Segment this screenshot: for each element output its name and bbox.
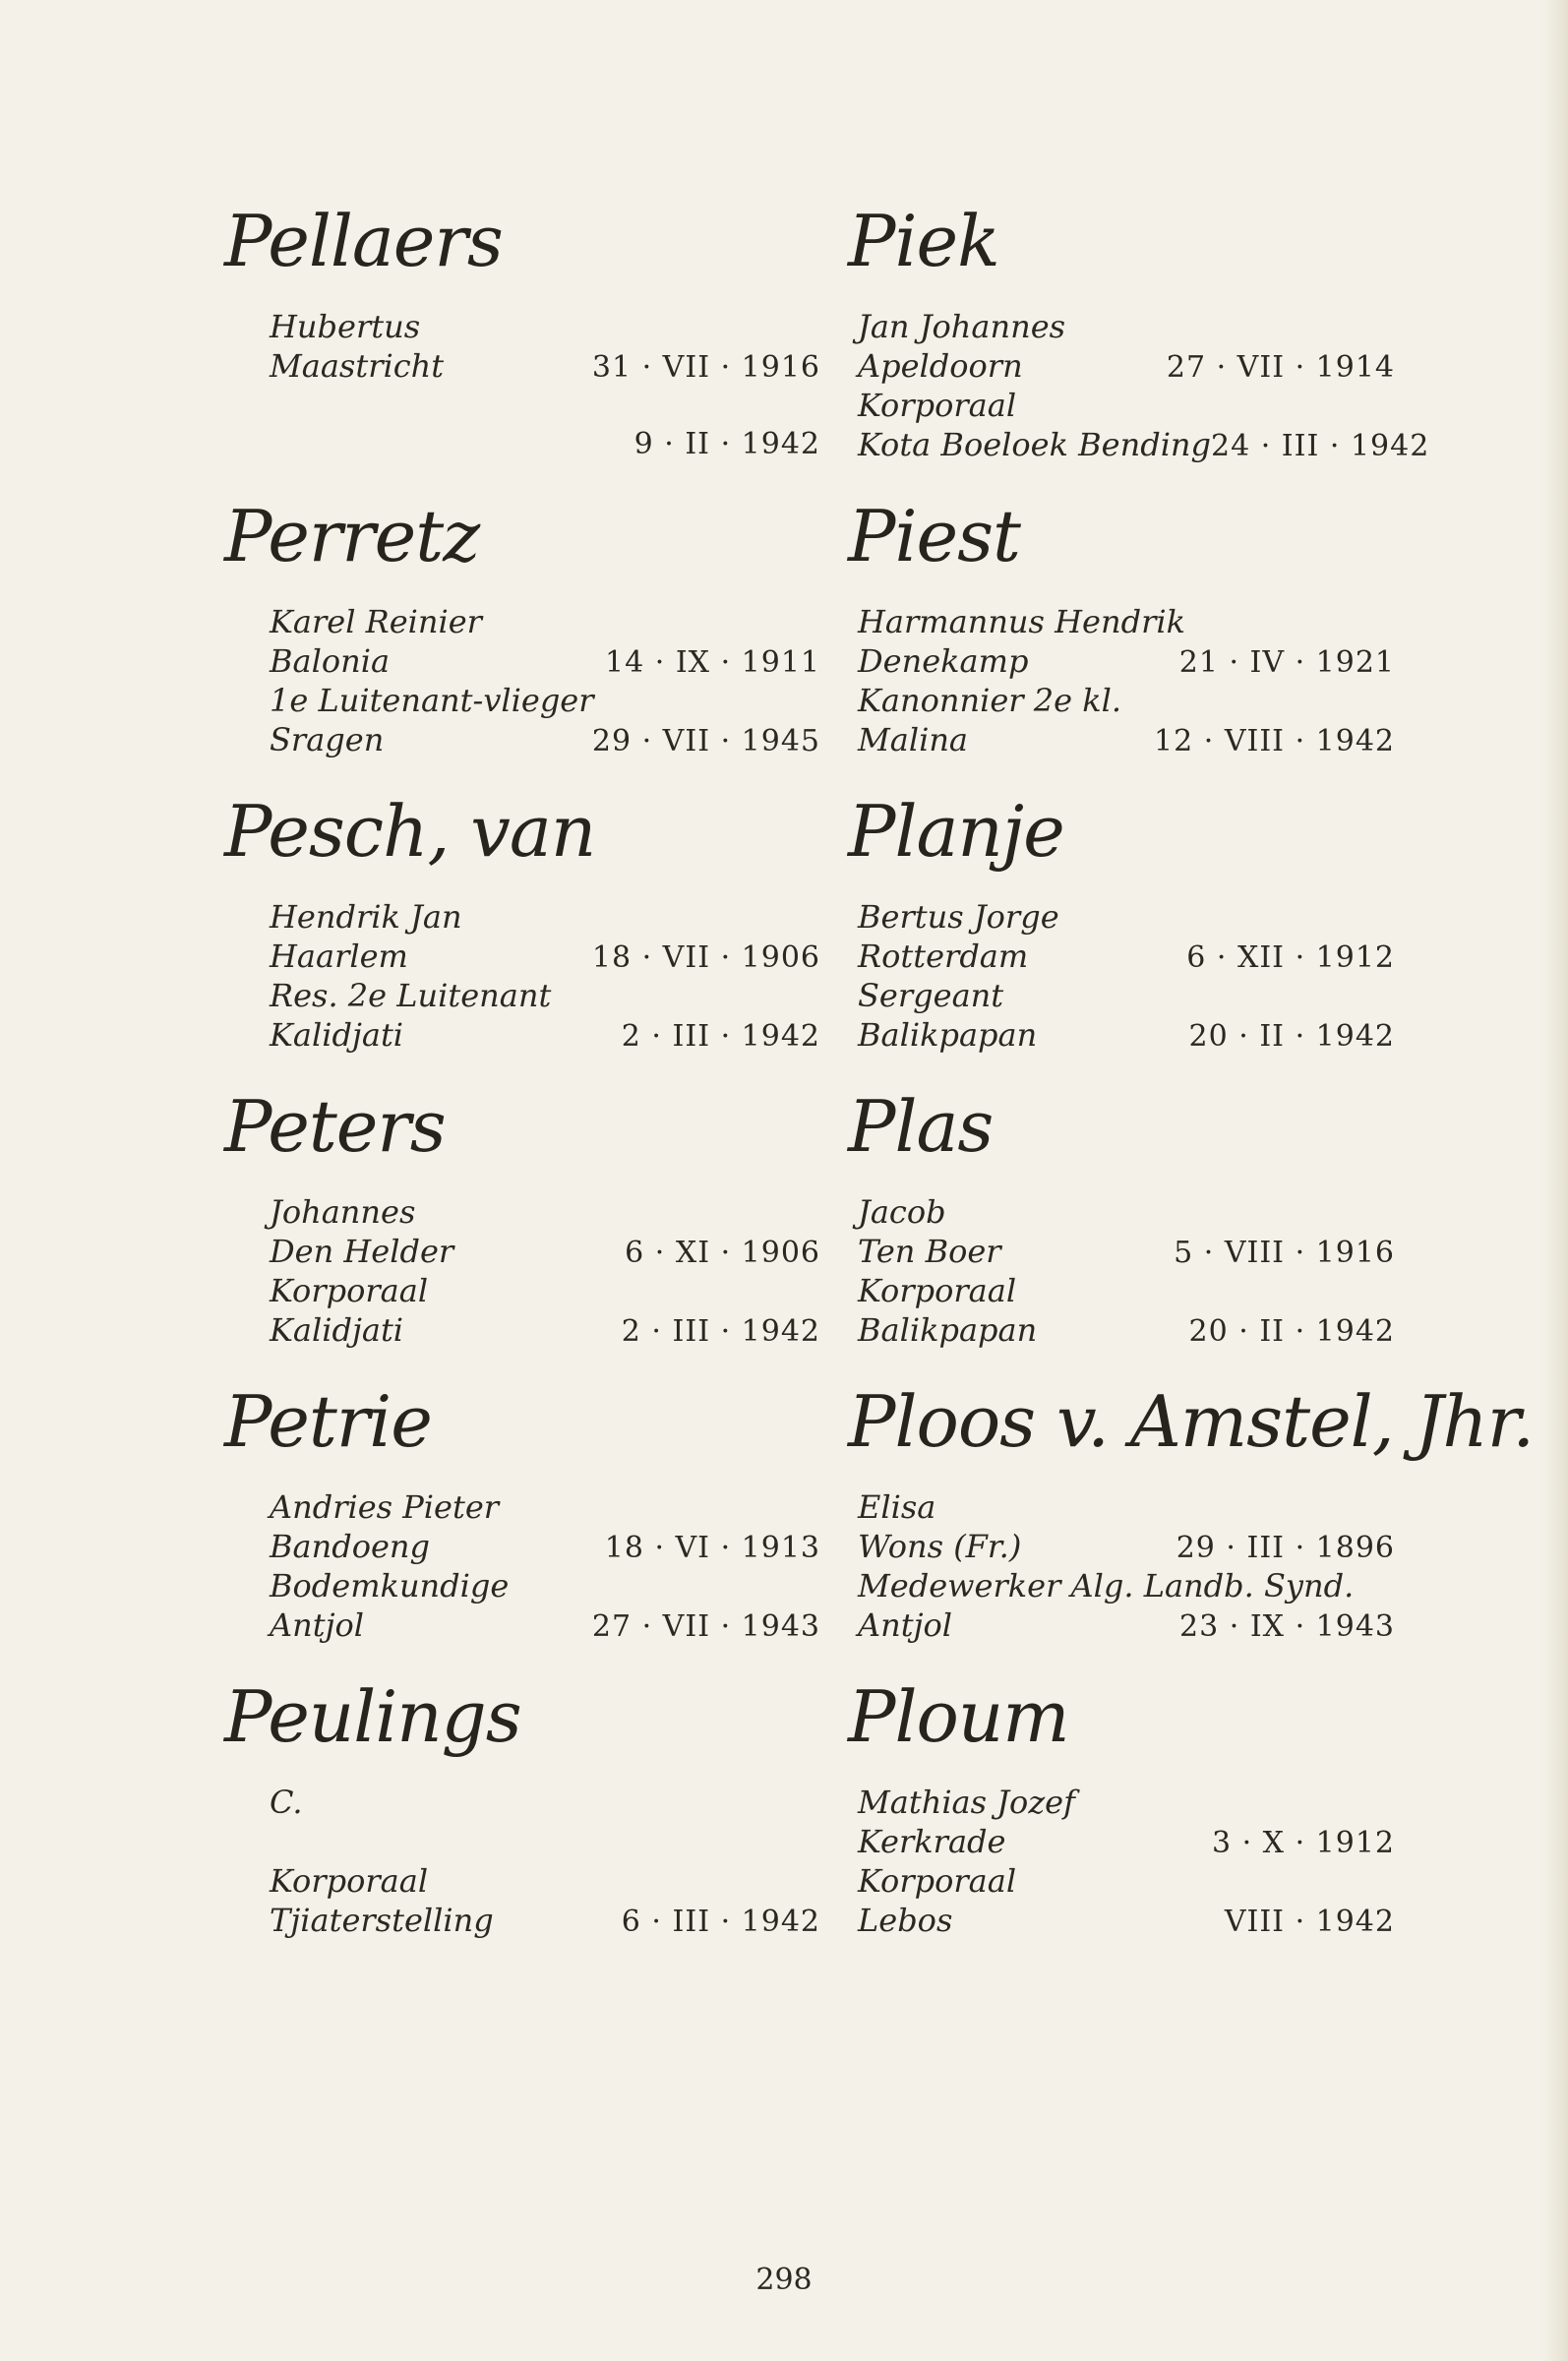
line-date: 27 · VII · 1943 (591, 1609, 820, 1644)
entry-line (858, 1822, 1399, 1861)
entry-line (270, 1605, 824, 1645)
line-text: Korporaal (270, 1862, 429, 1900)
line-text: 1e Luitenant-vlieger (270, 682, 594, 719)
line-text: Balonia (270, 642, 391, 680)
line-text: Elisa (858, 1488, 936, 1526)
line-date: 12 · VIII · 1942 (1154, 724, 1395, 758)
line-date: 6 · XI · 1906 (625, 1236, 820, 1270)
entry-line (270, 1901, 824, 1940)
entry-line (858, 1271, 1399, 1310)
line-text: Korporaal (858, 387, 1017, 424)
line-text: Rotterdam (858, 938, 1029, 975)
line-text: Hubertus (270, 308, 421, 345)
entry-line (270, 1783, 824, 1822)
line-date: 29 · III · 1896 (1176, 1531, 1395, 1565)
entry-line (270, 307, 824, 346)
line-text: Antjol (858, 1606, 952, 1644)
entry-surname: Peters (224, 1085, 446, 1168)
memorial-entry (224, 1377, 824, 1672)
line-text: Res. 2e Luitenant (270, 977, 552, 1014)
line-text: Jacob (858, 1193, 946, 1231)
entry-surname: Ploos v. Amstel, Jhr. (848, 1380, 1535, 1463)
left-column (224, 197, 824, 1968)
entry-line (270, 976, 824, 1015)
entry-details (858, 897, 1399, 1055)
memorial-entry (848, 1082, 1399, 1377)
entry-line (858, 720, 1399, 759)
line-text: Antjol (270, 1606, 364, 1644)
entry-line (858, 1605, 1399, 1645)
entry-line (270, 1192, 824, 1232)
entry-line (858, 897, 1399, 937)
line-date: 18 · VI · 1913 (604, 1531, 820, 1565)
entry-line (858, 1487, 1399, 1527)
entry-line (270, 1015, 824, 1055)
entry-line (858, 425, 1430, 464)
entry-line (270, 1527, 824, 1566)
entry-details (858, 1783, 1399, 1940)
memorial-entry (224, 492, 824, 787)
memorial-entry (224, 1672, 824, 1968)
entry-surname: Piek (848, 200, 999, 282)
line-date: 3 · X · 1912 (1211, 1826, 1395, 1860)
entry-surname: Pellaers (224, 200, 503, 282)
memorial-entry (224, 197, 824, 492)
entry-surname: Plas (848, 1085, 994, 1168)
entry-line (858, 641, 1399, 681)
entry-line (270, 720, 824, 759)
line-date: 2 · III · 1942 (621, 1019, 820, 1054)
entry-line (270, 641, 824, 681)
line-date: 6 · XII · 1912 (1186, 940, 1395, 975)
entry-details (270, 602, 824, 759)
entry-surname: Piest (848, 495, 1020, 577)
entry-line (270, 386, 824, 425)
entry-line (270, 1271, 824, 1310)
line-text: Bodemkundige (270, 1567, 510, 1604)
line-text: Hendrik Jan (270, 898, 462, 936)
line-text: Lebos (858, 1902, 953, 1939)
entry-line (858, 602, 1399, 641)
line-text: Malina (858, 721, 968, 758)
line-text: Bertus Jorge (858, 898, 1059, 936)
line-text: Balikpapan (858, 1016, 1038, 1054)
entry-line (270, 346, 824, 386)
memorial-entry (848, 1672, 1399, 1968)
line-date: 6 · III · 1942 (621, 1905, 820, 1939)
entry-line (858, 1783, 1399, 1822)
line-text: Wons (Fr.) (858, 1528, 1022, 1565)
entry-line (270, 1566, 824, 1605)
entry-details (858, 1192, 1399, 1350)
line-text: Apeldoorn (858, 347, 1023, 385)
line-text: Denekamp (858, 642, 1029, 680)
line-date: VIII · 1942 (1224, 1905, 1395, 1939)
entry-line (858, 307, 1399, 346)
entry-line (858, 1861, 1399, 1901)
entry-line (858, 1015, 1399, 1055)
line-text: Ten Boer (858, 1233, 1001, 1270)
entry-details (858, 1487, 1399, 1645)
line-text: Korporaal (858, 1862, 1017, 1900)
line-text: Johannes (270, 1193, 416, 1231)
entry-line (858, 1310, 1399, 1350)
line-date: 20 · II · 1942 (1188, 1314, 1395, 1349)
entry-line (270, 1861, 824, 1901)
line-date: 29 · VII · 1945 (591, 724, 820, 758)
line-date: 2 · III · 1942 (621, 1314, 820, 1349)
line-text: Maastricht (270, 347, 445, 385)
page-number: 298 (755, 2263, 813, 2297)
entry-line (858, 386, 1399, 425)
entry-surname: Peulings (224, 1675, 521, 1758)
line-text: Mathias Jozef (858, 1784, 1075, 1821)
line-text: Andries Pieter (270, 1488, 500, 1526)
line-text: Jan Johannes (858, 308, 1066, 345)
line-text: Haarlem (270, 938, 408, 975)
line-date: 27 · VII · 1914 (1166, 350, 1395, 385)
entry-line (270, 897, 824, 937)
line-text: C. (270, 1784, 303, 1821)
entry-line (270, 1487, 824, 1527)
line-text: Kanonnier 2e kl. (858, 682, 1121, 719)
line-text: Kerkrade (858, 1823, 1006, 1860)
entry-details (270, 897, 824, 1055)
line-text: Den Helder (270, 1233, 454, 1270)
entry-line (858, 1232, 1399, 1271)
line-text: Karel Reinier (270, 603, 482, 640)
entry-surname: Pesch, van (224, 790, 596, 873)
right-column (848, 197, 1535, 1968)
entry-surname: Ploum (848, 1675, 1069, 1758)
entry-surname: Petrie (224, 1380, 432, 1463)
entry-line (858, 1566, 1399, 1605)
line-date: 14 · IX · 1911 (605, 645, 820, 680)
line-date: 9 · II · 1942 (633, 427, 820, 461)
entry-surname: Planje (848, 790, 1064, 873)
entry-line (270, 602, 824, 641)
line-text: Korporaal (858, 1272, 1017, 1309)
entry-line (858, 937, 1399, 976)
line-date: 18 · VII · 1906 (591, 940, 820, 975)
line-text: Bandoeng (270, 1528, 430, 1565)
entry-line (270, 1232, 824, 1271)
line-text: Sergeant (858, 977, 1004, 1014)
line-text: Tjiaterstelling (270, 1902, 494, 1939)
entry-line (270, 681, 824, 720)
line-text: Kota Boeloek Bending (858, 426, 1212, 463)
entry-details (270, 307, 824, 464)
entry-surname: Perretz (224, 495, 480, 577)
line-date: 21 · IV · 1921 (1178, 645, 1395, 680)
entry-line (270, 1310, 824, 1350)
line-text: Balikpapan (858, 1311, 1038, 1349)
line-text: Harmannus Hendrik (858, 603, 1185, 640)
entry-line (858, 1192, 1399, 1232)
entry-line (270, 937, 824, 976)
entry-details (270, 1783, 824, 1940)
line-date: 20 · II · 1942 (1188, 1019, 1395, 1054)
memorial-entry (848, 197, 1430, 492)
line-date: 23 · IX · 1943 (1179, 1609, 1395, 1644)
entry-line (858, 681, 1399, 720)
page-edge (1542, 0, 1568, 2361)
entry-line (858, 1527, 1399, 1566)
entry-details (858, 602, 1399, 759)
entry-details (270, 1487, 824, 1645)
line-date: 24 · III · 1942 (1211, 429, 1430, 463)
line-text: Kalidjati (270, 1016, 404, 1054)
line-date: 5 · VIII · 1916 (1174, 1236, 1395, 1270)
entry-details (858, 307, 1430, 464)
memorial-entry (848, 492, 1399, 787)
line-text: Sragen (270, 721, 385, 758)
entry-line (270, 425, 824, 464)
line-date: 31 · VII · 1916 (591, 350, 820, 385)
memorial-entry (224, 1082, 824, 1377)
memorial-entry (224, 787, 824, 1082)
entry-line (858, 346, 1399, 386)
line-text: Korporaal (270, 1272, 429, 1309)
entry-line (270, 1822, 824, 1861)
entry-details (270, 1192, 824, 1350)
memorial-entry (848, 1377, 1535, 1672)
line-text: Medewerker Alg. Landb. Synd. (858, 1567, 1355, 1604)
entry-line (858, 1901, 1399, 1940)
line-text: Kalidjati (270, 1311, 404, 1349)
entry-line (858, 976, 1399, 1015)
memorial-entry (848, 787, 1399, 1082)
